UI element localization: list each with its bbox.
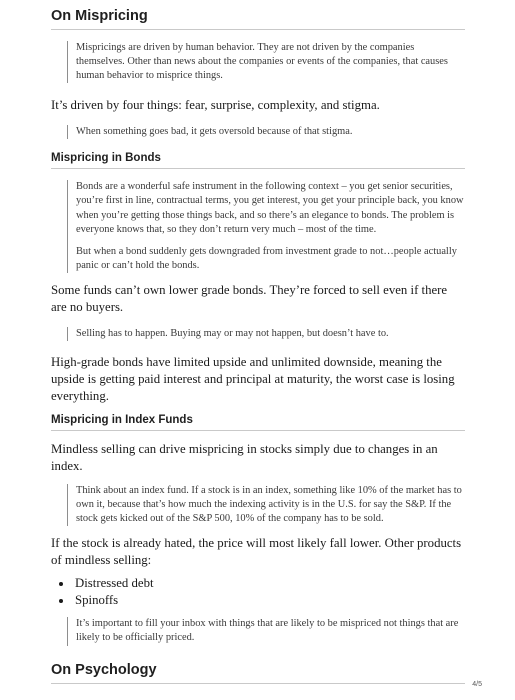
paragraph-already-hated: If the stock is already hated, the price will most likely fall lower. Other products of mindless selling: bbox=[51, 536, 462, 568]
quote-text: Selling has to happen. Buying may or may not happen, but doesn’t have to. bbox=[76, 327, 389, 339]
quote-inbox bbox=[67, 617, 465, 645]
paragraph-high-grade-bonds: High-grade bonds have limited upside and unlimited downside, meaning the upside is getting paid interest and principal at maturity, the worst case is losing everything. bbox=[51, 355, 455, 404]
subheading-mispricing-in-bonds: Mispricing in Bonds bbox=[51, 152, 465, 169]
quote-stigma bbox=[67, 125, 465, 139]
list-item: • Spinoffs bbox=[73, 592, 465, 609]
page-number: 4/5 bbox=[472, 681, 482, 688]
subheading-mispricing-in-index-funds: Mispricing in Index Funds bbox=[51, 414, 465, 431]
quote-text: When something goes bad, it gets oversold because of that stigma. bbox=[76, 126, 353, 138]
paragraph-funds-forced-sell: Some funds can’t own lower grade bonds. They’re forced to sell even if there are no buyers. bbox=[51, 282, 448, 314]
quote-selling bbox=[67, 327, 465, 341]
document-page bbox=[51, 0, 465, 684]
section-heading-on-psychology: On Psychology bbox=[51, 654, 465, 684]
quote-index-fund bbox=[67, 484, 465, 526]
quote-text: Mispricings are driven by human behavior. They are not driven by the companies themselves. Other than news about the companies or events of the companies, that causes human behavior to misprice things. bbox=[76, 42, 448, 82]
paragraph-mindless-selling: Mindless selling can drive mispricing in stocks simply due to changes in an index. bbox=[51, 442, 438, 474]
quote-text: Bonds are a wonderful safe instrument in the following context – you get senior securities, you’re first in line, contractual terms, you get interest, you get your principle back, you know when you’re getting those things back, and so there’s an elegance to bonds. The problem is everyone knows that, so they don’t return very much – most of the time. bbox=[76, 181, 464, 235]
quote-bonds bbox=[67, 180, 465, 273]
quote-text: But when a bond suddenly gets downgraded from investment grade to not…people actually panic or can’t hold the bonds. bbox=[76, 245, 457, 271]
section-heading-on-mispricing: On Mispricing bbox=[51, 0, 465, 30]
paragraph-four-things: It’s driven by four things: fear, surprise, complexity, and stigma. bbox=[51, 98, 380, 113]
quote-text: Think about an index fund. If a stock is in an index, something like 10% of the market has to own it, because that’s how much the indexing activity is in the U.S. for say the S&P. If the stock gets kicked out of the S&P 500, 10% of the company has to be sold. bbox=[76, 485, 462, 525]
mindless-selling-list bbox=[51, 575, 465, 609]
quote-mispricing-behavior bbox=[67, 41, 465, 83]
list-item: • Distressed debt bbox=[73, 575, 465, 592]
quote-text: It’s important to fill your inbox with things that are likely to be mispriced not things that are likely to be officially priced. bbox=[76, 618, 459, 644]
